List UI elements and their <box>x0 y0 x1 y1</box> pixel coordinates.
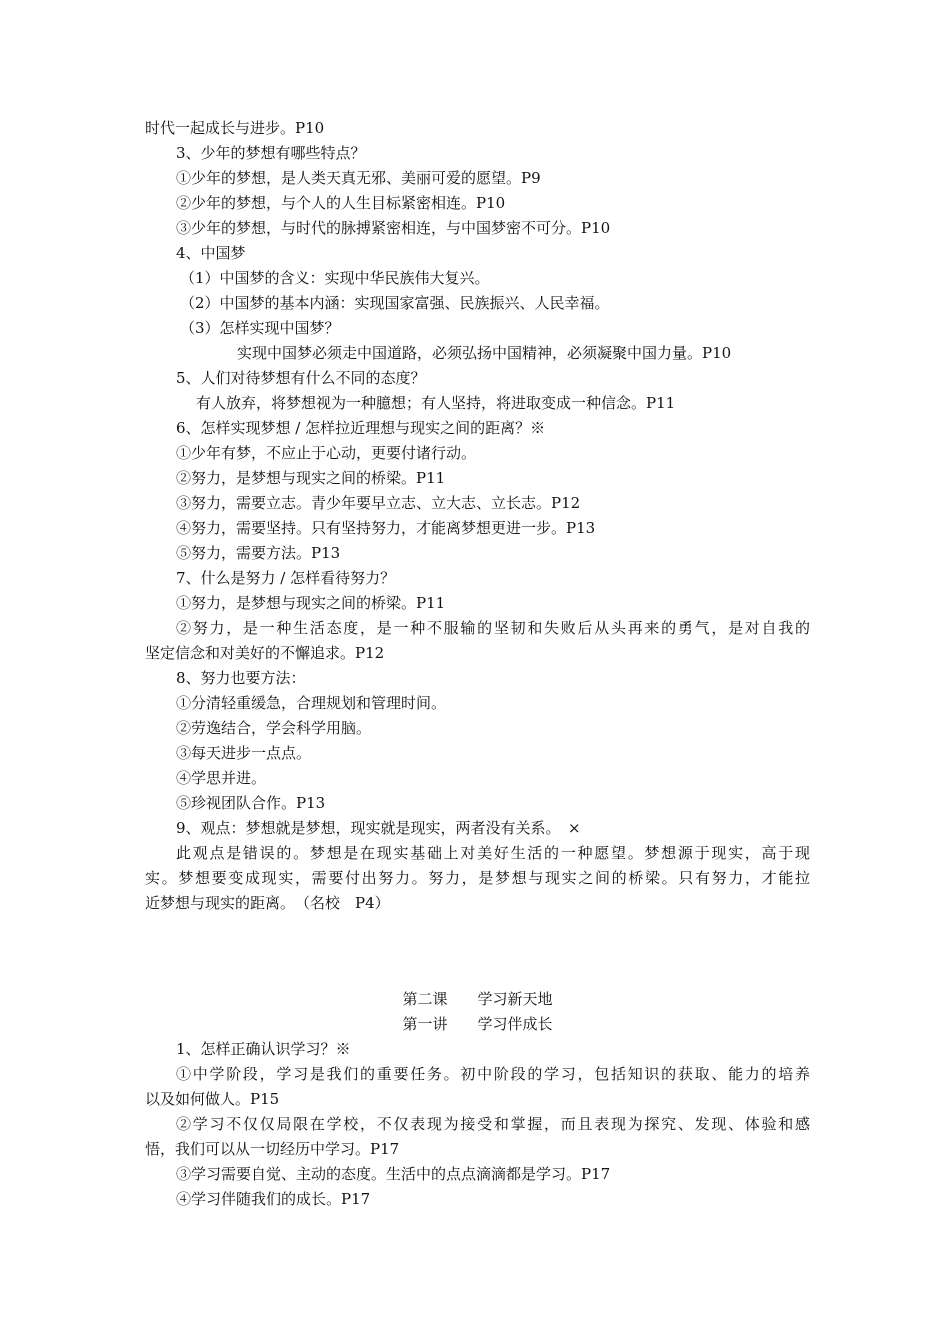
text-line: ④学习伴随我们的成长。P17 <box>176 1190 371 1208</box>
text-line: （3）怎样实现中国梦？ <box>180 319 340 337</box>
text-line: 有人放弃，将梦想视为一种臆想；有人坚持，将进取变成一种信念。P11 <box>196 394 676 412</box>
text-line: ①努力，是梦想与现实之间的桥梁。P11 <box>176 594 446 612</box>
question-heading: 7、什么是努力 / 怎样看待努力？ <box>176 569 396 587</box>
question-heading: 9、观点：梦想就是梦想，现实就是现实，两者没有关系。 × <box>176 819 581 837</box>
text-line: ④努力，需要坚持。只有坚持努力，才能离梦想更进一步。P13 <box>176 519 596 537</box>
text-line: ①中学阶段，学习是我们的重要任务。初中阶段的学习，包括知识的获取、能力的培养 <box>176 1065 810 1083</box>
text-line: ①分清轻重缓急，合理规划和管理时间。 <box>176 694 447 712</box>
text-line: ③学习需要自觉、主动的态度。生活中的点点滴滴都是学习。P17 <box>176 1165 611 1183</box>
text-line: 坚定信念和对美好的不懈追求。P12 <box>145 644 385 662</box>
text-line: ⑤珍视团队合作。P13 <box>176 794 326 812</box>
text-line: ③努力，需要立志。青少年要早立志、立大志、立长志。P12 <box>176 494 581 512</box>
text-line: ②劳逸结合，学会科学用脑。 <box>176 719 372 737</box>
text-line: ②学习不仅仅局限在学校，不仅表现为接受和掌握，而且表现为探究、发现、体验和感 <box>176 1115 810 1133</box>
text-line: （1）中国梦的含义：实现中华民族伟大复兴。 <box>180 269 490 287</box>
question-heading: 3、少年的梦想有哪些特点？ <box>176 144 366 162</box>
text-line: 此观点是错误的。梦想是在现实基础上对美好生活的一种愿望。梦想源于现实，高于现 <box>176 844 810 862</box>
question-heading: 8、努力也要方法： <box>176 669 306 687</box>
section-title: 第一讲 学习伴成长 <box>402 1015 553 1033</box>
text-line: ④学思并进。 <box>176 769 267 787</box>
text-line: 近梦想与现实的距离。 （名校 P4） <box>145 894 390 912</box>
question-heading: 6、怎样实现梦想 / 怎样拉近理想与现实之间的距离？※ <box>176 419 546 437</box>
text-line: 以及如何做人。P15 <box>145 1090 280 1108</box>
text-line: ②少年的梦想，与个人的人生目标紧密相连。P10 <box>176 194 506 212</box>
lesson-title: 第二课 学习新天地 <box>402 990 553 1008</box>
text-line: ②努力，是梦想与现实之间的桥梁。P11 <box>176 469 446 487</box>
question-heading: 1、怎样正确认识学习？※ <box>176 1040 351 1058</box>
text-line: 时代一起成长与进步。P10 <box>145 119 325 137</box>
text-line: ①少年有梦，不应止于心动，更要付诸行动。 <box>176 444 477 462</box>
question-heading: 4、中国梦 <box>176 244 246 262</box>
text-line: ③少年的梦想，与时代的脉搏紧密相连，与中国梦密不可分。P10 <box>176 219 611 237</box>
text-line: ③每天进步一点点。 <box>176 744 312 762</box>
text-line: 悟，我们可以从一切经历中学习。P17 <box>145 1140 400 1158</box>
text-line: 实。梦想要变成现实，需要付出努力。努力，是梦想与现实之间的桥梁。只有努力，才能拉 <box>145 869 810 887</box>
question-heading: 5、人们对待梦想有什么不同的态度？ <box>176 369 426 387</box>
text-line: 实现中国梦必须走中国道路，必须弘扬中国精神，必须凝聚中国力量。P10 <box>237 344 732 362</box>
text-line: ①少年的梦想，是人类天真无邪、美丽可爱的愿望。P9 <box>176 169 541 187</box>
text-line: ⑤努力，需要方法。P13 <box>176 544 341 562</box>
text-line: （2）中国梦的基本内涵：实现国家富强、民族振兴、人民幸福。 <box>180 294 610 312</box>
text-line: ②努力，是一种生活态度，是一种不服输的坚韧和失败后从头再来的勇气，是对自我的 <box>176 619 810 637</box>
